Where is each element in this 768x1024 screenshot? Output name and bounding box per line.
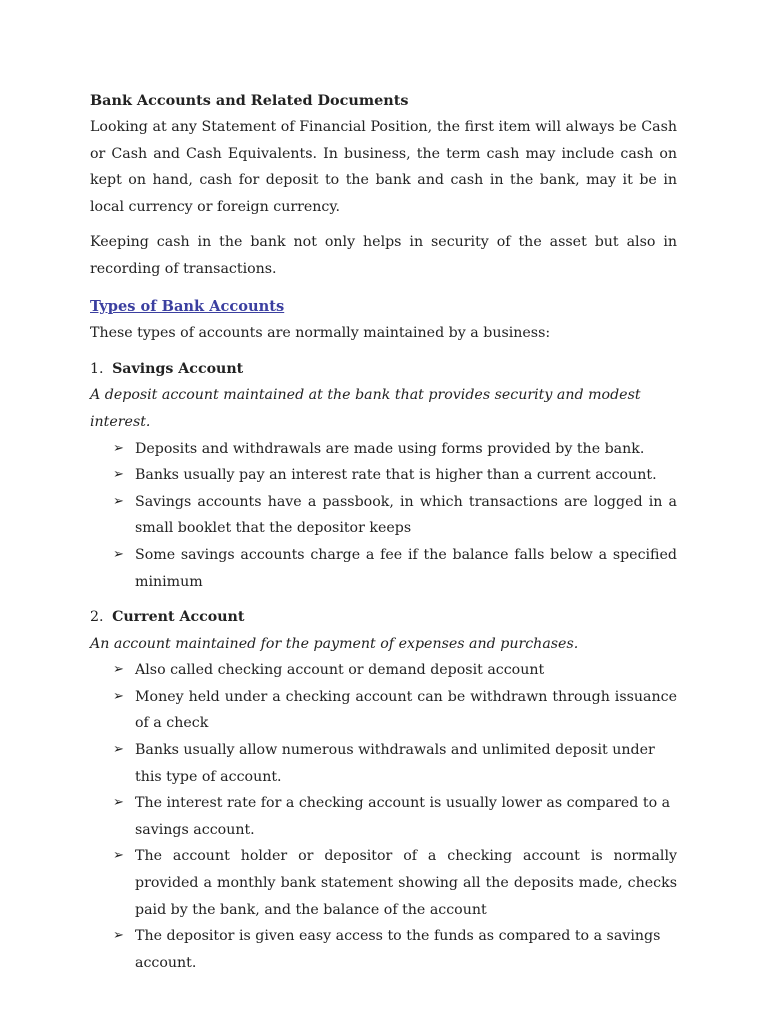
account-heading-current — [90, 604, 677, 631]
list-item-text: Also called checking account or demand deposit account — [135, 662, 545, 679]
arrow-bullet-icon: ➢ — [113, 928, 124, 944]
list-item-text: Banks usually allow numerous withdrawals and unlimited deposit under this type of account. — [135, 742, 655, 785]
arrow-bullet-icon: ➢ — [113, 440, 124, 456]
list-item-text: Savings accounts have a passbook, in which transactions are logged in a small booklet that the depositor keeps — [135, 493, 677, 537]
list-item-text: The depositor is given easy access to the funds as compared to a savings account. — [135, 928, 661, 971]
list-item-text: Some savings accounts charge a fee if the balance falls below a specified minimum — [135, 546, 677, 590]
arrow-bullet-icon: ➢ — [113, 688, 124, 704]
account-number: 1. — [90, 360, 104, 377]
list-item — [90, 923, 677, 976]
document-title: Bank Accounts and Related Documents — [90, 92, 409, 109]
account-definition-current: An account maintained for the payment of expenses and purchases. — [90, 635, 579, 652]
list-item — [90, 737, 677, 790]
account-name: Current Account — [112, 609, 245, 626]
arrow-bullet-icon: ➢ — [113, 742, 124, 758]
section-intro: These types of accounts are normally maintained by a business: — [90, 325, 551, 342]
account-heading-savings — [90, 356, 677, 383]
intro-paragraph-1: Looking at any Statement of Financial Position, the first item will always be Cash or Cash and Cash Equivalents. In business, the term cash may include cash on kept on hand, cash for deposit to the bank and cash in the bank, may it be in local currency or foreign currency. — [90, 119, 677, 215]
list-item-text: Banks usually pay an interest rate that is higher than a current account. — [135, 467, 657, 484]
document-page — [90, 88, 677, 976]
list-item — [90, 489, 677, 542]
list-item — [90, 684, 677, 737]
list-item — [90, 542, 677, 595]
account-name: Savings Account — [112, 360, 244, 377]
list-item — [90, 657, 677, 684]
list-item-text: The interest rate for a checking account is usually lower as compared to a savings account. — [135, 795, 671, 838]
list-item — [90, 462, 677, 489]
account-definition-savings: A deposit account maintained at the bank that provides security and modest interest. — [90, 387, 641, 430]
section-heading-container — [90, 294, 677, 321]
current-points-list — [90, 657, 677, 976]
list-item — [90, 843, 677, 923]
arrow-bullet-icon: ➢ — [113, 546, 124, 562]
savings-points-list — [90, 436, 677, 596]
arrow-bullet-icon: ➢ — [113, 795, 124, 811]
arrow-bullet-icon: ➢ — [113, 662, 124, 678]
list-item-text: Money held under a checking account can be withdrawn through issuance of a check — [135, 688, 677, 732]
account-number: 2. — [90, 609, 104, 626]
list-item-text: Deposits and withdrawals are made using forms provided by the bank. — [135, 440, 645, 457]
section-heading-link[interactable]: Types of Bank Accounts — [90, 297, 285, 315]
arrow-bullet-icon: ➢ — [113, 493, 124, 509]
intro-paragraph-2: Keeping cash in the bank not only helps in security of the asset but also in recording of transactions. — [90, 234, 677, 277]
list-item — [90, 436, 677, 463]
arrow-bullet-icon: ➢ — [113, 467, 124, 483]
arrow-bullet-icon: ➢ — [113, 848, 124, 864]
list-item-text: The account holder or depositor of a checking account is normally provided a monthly bank statement showing all the deposits made, checks paid by the bank, and the balance of the account — [135, 848, 677, 918]
list-item — [90, 790, 677, 843]
